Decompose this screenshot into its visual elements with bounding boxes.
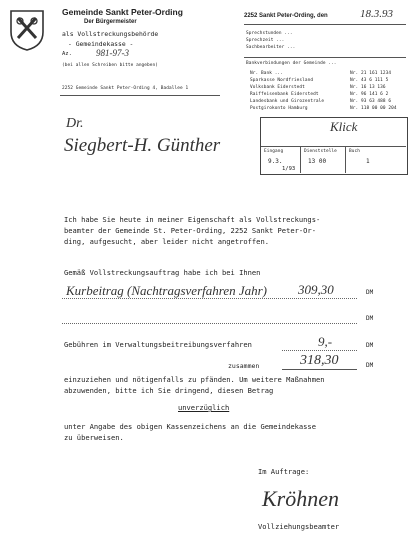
amount-line: [282, 350, 357, 351]
stamp-cell-label: Buch: [349, 149, 360, 154]
fees-label: Gebühren im Verwaltungsbeitreibungsverfahren: [64, 340, 252, 349]
header-rule: [244, 24, 406, 25]
stamp-ref: 1/93: [282, 166, 296, 172]
bank-title: Bankverbindungen der Gemeinde ...: [246, 61, 337, 66]
body-line: Ich habe Sie heute in meiner Eigenschaft als Vollstreckungs-: [64, 215, 321, 224]
bank-name: Sparkasse Nordfriesland: [250, 78, 314, 83]
body-line: abzuwenden, bitte ich Sie dringend, diesen Betrag: [64, 386, 274, 395]
closing-phrase: Im Auftrage:: [258, 467, 310, 476]
municipality-name: Gemeinde Sankt Peter-Ording: [62, 7, 183, 17]
fees-amount: 9,-: [318, 334, 333, 349]
return-address-rule: [60, 95, 220, 96]
bank-number: Nr. 96 141 6 2: [350, 92, 389, 97]
return-address: 2252 Gemeinde Sankt Peter-Ording 4, Badallee 1: [62, 86, 189, 91]
stamp-rule: [261, 146, 406, 147]
claim-intro: Gemäß Vollstreckungsauftrag habe ich bei Ihnen: [64, 268, 261, 277]
stamp-handwritten: Klick: [330, 119, 358, 134]
az-label: Az.: [62, 51, 72, 57]
currency-unit: DM: [366, 342, 374, 349]
bank-number: Nr. 93 63 488 6: [350, 99, 392, 104]
amount-line: [62, 323, 357, 324]
body-line: zu überweisen.: [64, 433, 124, 442]
body-line: ding, aufgesucht, aber leider nicht angetroffen.: [64, 237, 269, 246]
bank-name: Raiffeisenbank Eiderstedt: [250, 92, 319, 97]
currency-unit: DM: [366, 362, 374, 369]
urgent-note: unverzüglich: [178, 403, 230, 412]
currency-unit: DM: [366, 289, 374, 296]
addressee-name: Siegbert-H. Günther: [64, 135, 221, 156]
stamp-cell-value: 9.3.: [268, 158, 283, 165]
bank-number: Nr. 16 13 136: [350, 85, 386, 90]
stamp-cell-value: 1: [366, 158, 370, 165]
bank-name: Nr. Bank ...: [250, 71, 283, 76]
header-line-2: Sprechzeit ...: [246, 38, 285, 43]
bank-rule: [244, 57, 406, 58]
bank-name: Postgirokonto Hamburg: [250, 106, 308, 111]
body-line: beamter der Gemeinde St. Peter-Ording, 2252 Sankt Peter-Or-: [64, 226, 316, 235]
body-line: unter Angabe des obigen Kassenzeichens an die Gemeindekasse: [64, 422, 316, 431]
authority-role: als Vollstreckungsbehörde: [62, 30, 159, 38]
signature: Kröhnen: [262, 486, 339, 511]
stamp-cell-label: Dienststelle: [304, 149, 337, 154]
currency-unit: DM: [366, 315, 374, 322]
stamp-divider: [300, 146, 301, 173]
bank-number: Nr. 118 00 00 204: [350, 106, 397, 111]
bank-number: Nr. 43 6 111 5: [350, 78, 389, 83]
office-name: Der Bürgermeister: [84, 19, 137, 25]
header-line-1: Sprechstunden ...: [246, 31, 293, 36]
stamp-cell-value: 13 00: [308, 158, 327, 165]
total-label: zusammen: [228, 362, 260, 370]
stamp-divider: [345, 146, 346, 173]
amount-line: [62, 298, 357, 299]
signer-title: Vollziehungsbeamter: [258, 522, 340, 531]
az-value: 981-97-3: [96, 48, 129, 58]
stamp-cell-label: Eingang: [264, 149, 284, 154]
letter-date: 18.3.93: [360, 8, 393, 20]
claim-item-amount: 309,30: [298, 282, 334, 297]
addressee-title: Dr.: [66, 116, 84, 131]
bank-name: Volksbank Eiderstedt: [250, 85, 305, 90]
bank-name: Landesbank und Girozentrale: [250, 99, 325, 104]
claim-item-description: Kurbeitrag (Nachtragsverfahren Jahr): [66, 283, 267, 298]
place-date-label: 2252 Sankt Peter-Ording, den: [244, 13, 328, 19]
body-line: einzuziehen und nötigenfalls zu pfänden. Um weitere Maßnahmen: [64, 375, 325, 384]
coat-of-arms-icon: [8, 8, 46, 52]
total-amount: 318,30: [300, 353, 339, 368]
header-line-3: Sachbearbeiter ...: [246, 45, 296, 50]
department: - Gemeindekasse -: [68, 40, 134, 48]
bank-number: Nr. 21 161 1234: [350, 71, 392, 76]
az-note: (bei allen Schreiben bitte angeben): [62, 63, 159, 68]
total-rule: [282, 369, 357, 370]
